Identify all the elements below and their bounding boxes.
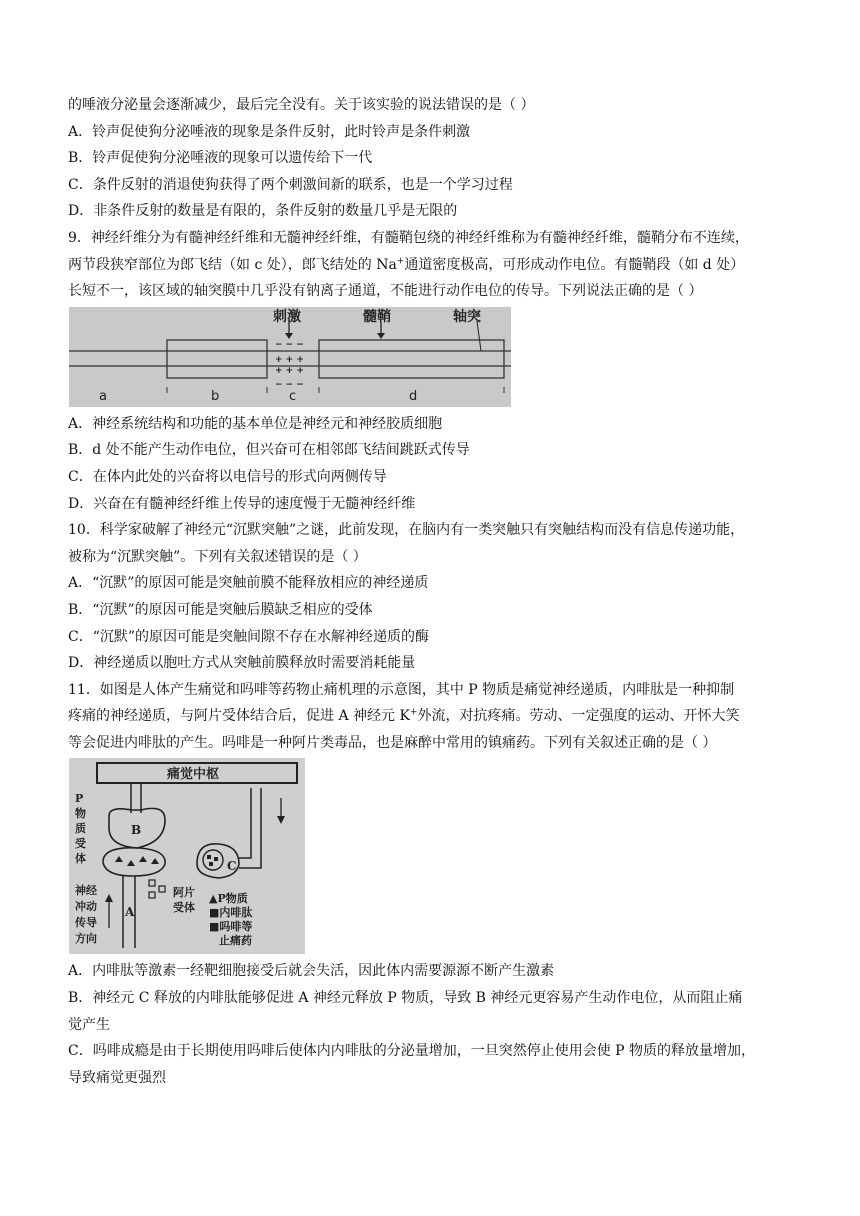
q8-option-b: B．铃声促使狗分泌唾液的现象可以遗传给下一代 xyxy=(68,150,373,167)
q9-segment-b: b xyxy=(211,388,220,404)
q11-opioid-receptor-1: 阿片 xyxy=(173,886,195,900)
q9-stem-2-part-b: 通道密度极高，可形成动作电位。有髓鞘段（如 d 处） xyxy=(404,256,745,273)
q9-stem-2-part-a: 两节段狭窄部位为郎飞结（如 c 处），郎飞结处的 Na xyxy=(68,256,397,273)
q9-nerve-fiber-figure xyxy=(69,307,511,407)
q11-impulse-1: 神经 xyxy=(75,884,97,898)
q8-option-a: A．铃声促使狗分泌唾液的现象是条件反射，此时铃声是条件刺激 xyxy=(68,123,471,140)
q10-option-c: C．“沉默”的原因可能是突触间隙不存在水解神经递质的酶 xyxy=(68,628,430,645)
q11-neuron-c: C xyxy=(227,859,237,874)
q10-stem-1: 10．科学家破解了神经元“沉默突触”之谜，此前发现，在脑内有一类突触只有突触结构而没有信息传递功能， xyxy=(68,522,745,539)
q10-option-d: D．神经递质以胞吐方式从突触前膜释放时需要消耗能量 xyxy=(68,655,416,672)
q11-stem-2-sup: + xyxy=(409,707,418,718)
q11-impulse-3: 传导 xyxy=(75,916,97,930)
q11-option-c: C．吗啡成瘾是由于长期使用吗啡后使体内内啡肽的分泌量增加，一旦突然停止使用会使 P 物质的释放量增加， xyxy=(68,1043,756,1060)
svg-text:− − −: − − − xyxy=(275,339,304,350)
q9-segment-d: d xyxy=(409,388,418,404)
svg-text:+ + +: + + + xyxy=(275,365,304,376)
q11-legend-morphine-1: ■吗啡等 xyxy=(209,920,253,934)
q11-neuron-a: A xyxy=(125,905,135,920)
q8-stem-end: 的唾液分泌量会逐渐减少，最后完全没有。关于该实验的说法错误的是（ ） xyxy=(68,97,535,113)
q11-impulse-2: 冲动 xyxy=(75,900,97,914)
q9-option-b: B．d 处不能产生动作电位，但兴奋可在相邻郎飞结间跳跃式传导 xyxy=(68,442,470,459)
q9-option-a: A．神经系统结构和功能的基本单位是神经元和神经胶质细胞 xyxy=(68,415,443,432)
q9-stem-2 xyxy=(68,252,798,279)
q9-option-c: C．在体内此处的兴奋将以电信号的形式向两侧传导 xyxy=(68,468,387,485)
exam-page xyxy=(68,92,798,1091)
q11-option-b-cont: 觉产生 xyxy=(68,1016,110,1033)
q8-option-c: C．条件反射的消退使狗获得了两个刺激间新的联系，也是一个学习过程 xyxy=(68,176,513,193)
q11-p-receptor-2: 物 xyxy=(75,807,86,821)
q9-label-stimulus: 刺激 xyxy=(273,308,301,325)
svg-text:− − −: − − − xyxy=(275,379,304,390)
q11-stem-2 xyxy=(68,703,798,730)
q9-label-axon: 轴突 xyxy=(453,308,481,325)
q11-neuron-b: B xyxy=(131,823,142,838)
q11-pain-center-label: 痛觉中枢 xyxy=(167,767,220,783)
q11-option-b: B．神经元 C 释放的内啡肽能够促进 A 神经元释放 P 物质，导致 B 神经元更容易产生动作电位，从而阻止痛 xyxy=(68,990,743,1007)
q11-stem-3: 等会促进内啡肽的产生。吗啡是一种阿片类毒品，也是麻醉中常用的镇痛药。下列有关叙述正确的是（ ） xyxy=(68,734,717,751)
q11-legend-p: ▲P物质 xyxy=(209,892,248,906)
q11-p-receptor-3: 质 xyxy=(75,822,86,836)
q11-p-receptor-4: 受 xyxy=(75,837,86,851)
q11-p-receptor-1: P xyxy=(75,792,84,806)
q10-stem-2: 被称为“沉默突触”。下列有关叙述错误的是（ ） xyxy=(68,548,367,565)
q11-option-a: A．内啡肽等激素一经靶细胞接受后就会失活，因此体内需要源源不断产生激素 xyxy=(68,963,555,980)
q11-stem-2-part-a: 疼痛的神经递质，与阿片受体结合后，促进 A 神经元 K xyxy=(68,708,410,725)
q11-legend-endorphin: ■内啡肽 xyxy=(209,906,253,920)
svg-text:+ + +: + + + xyxy=(275,354,304,365)
q8-option-d: D．非条件反射的数量是有限的，条件反射的数量几乎是无限的 xyxy=(68,203,458,220)
q10-option-a: A．“沉默”的原因可能是突触前膜不能释放相应的神经递质 xyxy=(68,575,429,592)
q9-label-myelin: 髓鞘 xyxy=(363,308,391,325)
q11-opioid-receptor-2: 受体 xyxy=(173,901,195,915)
q9-stem-3: 长短不一，该区域的轴突膜中几乎没有钠离子通道，不能进行动作电位的传导。下列说法正确的是（ ） xyxy=(68,283,703,300)
q11-stem-1: 11．如图是人体产生痛觉和吗啡等药物止痛机理的示意图，其中 P 物质是痛觉神经递质，内啡肽是一种抑制 xyxy=(68,681,735,698)
q11-pain-mechanism-figure xyxy=(69,758,305,954)
q10-option-b: B．“沉默”的原因可能是突触后膜缺乏相应的受体 xyxy=(68,601,373,618)
q9-segment-c: c xyxy=(289,388,297,404)
q11-legend-morphine-2: 止痛药 xyxy=(219,934,252,948)
q11-impulse-4: 方向 xyxy=(75,932,97,946)
q9-segment-a: a xyxy=(99,388,107,404)
q9-stem-2-sup: + xyxy=(396,255,405,266)
q9-option-d: D．兴奋在有髓神经纤维上传导的速度慢于无髓神经纤维 xyxy=(68,495,416,512)
q11-option-c-cont: 导致痛觉更强烈 xyxy=(68,1069,166,1086)
q11-stem-2-part-b: 外流，对抗疼痛。劳动、一定强度的运动、开怀大笑 xyxy=(417,708,740,725)
q9-stem-1: 9．神经纤维分为有髓神经纤维和无髓神经纤维，有髓鞘包绕的神经纤维称为有髓神经纤维，髓鞘分布不连续， xyxy=(68,229,749,246)
q11-p-receptor-5: 体 xyxy=(75,852,86,866)
